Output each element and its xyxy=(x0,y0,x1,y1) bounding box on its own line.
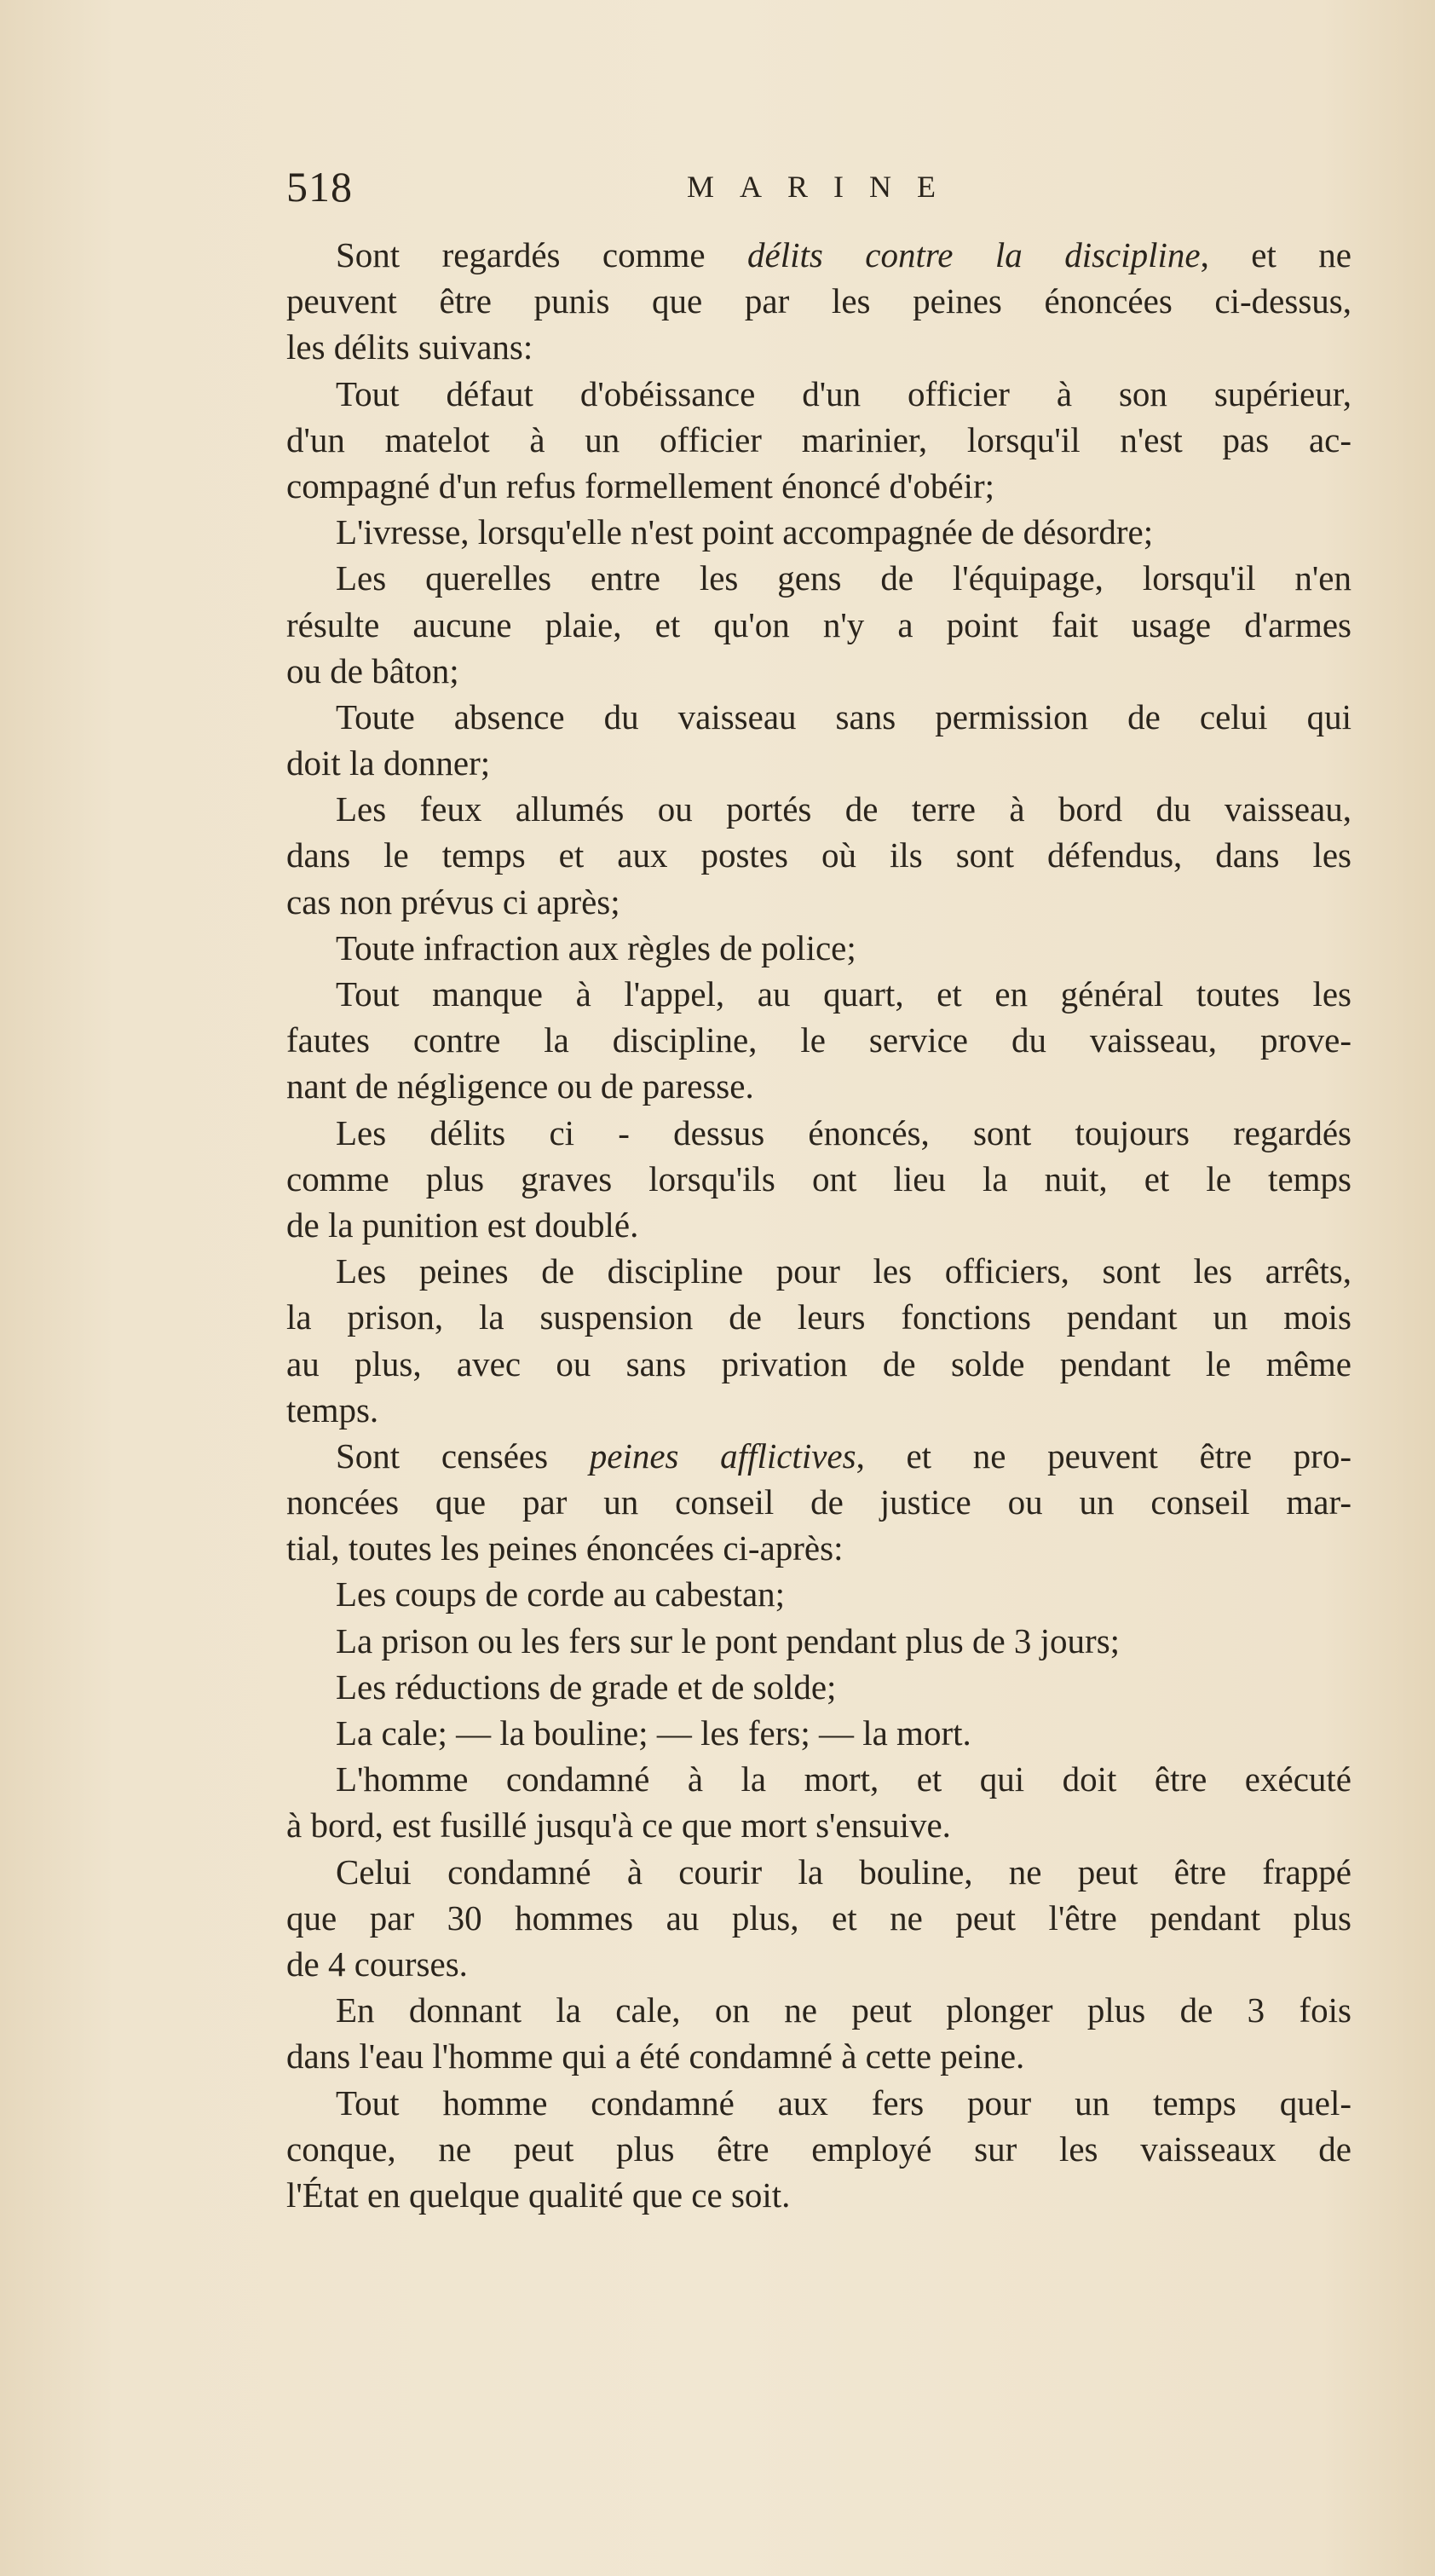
text-run: Toute absence du vaisseau sans permission de celui qui xyxy=(336,696,1351,736)
paragraph xyxy=(286,509,1351,555)
text-line xyxy=(286,1156,1351,1202)
paragraph xyxy=(286,555,1351,694)
text-line xyxy=(286,1294,1351,1340)
paragraph xyxy=(286,2080,1351,2219)
text-run: comme plus graves lorsqu'ils ont lieu la nuit, et le temps xyxy=(286,1158,1351,1198)
text-line xyxy=(286,648,1351,694)
text-line xyxy=(286,2172,1351,2218)
paragraph xyxy=(286,971,1351,1110)
text-line xyxy=(286,463,1351,509)
text-run: les délits suivans: xyxy=(286,327,533,367)
text-line xyxy=(286,925,1351,971)
text-line xyxy=(286,1941,1351,1987)
text-line xyxy=(286,232,1351,278)
text-run: tial, toutes les peines énoncées ci-après: xyxy=(286,1528,844,1568)
paragraph xyxy=(286,694,1351,786)
body-text xyxy=(286,232,1351,2218)
text-line xyxy=(286,1248,1351,1294)
text-line xyxy=(286,1202,1351,1248)
text-line xyxy=(286,1802,1351,1848)
text-run: L'homme condamné à la mort, et qui doit être exécuté xyxy=(336,1759,1351,1799)
text-line xyxy=(286,1895,1351,1941)
text-run: l'État en quelque qualité que ce soit. xyxy=(286,2175,791,2215)
text-run: Les querelles entre les gens de l'équipage, lorsqu'il n'en xyxy=(336,558,1351,598)
text-run: de la punition est doublé. xyxy=(286,1204,639,1245)
text-line xyxy=(286,1479,1351,1525)
paragraph xyxy=(286,371,1351,510)
text-line xyxy=(286,371,1351,417)
text-line xyxy=(286,1849,1351,1895)
paragraph xyxy=(286,232,1351,371)
text-line xyxy=(286,1387,1351,1433)
paragraph xyxy=(286,1987,1351,2079)
text-run: Tout homme condamné aux fers pour un temps quel- xyxy=(336,2082,1351,2123)
text-run: la prison, la suspension de leurs fonctions pendant un mois xyxy=(286,1297,1351,1337)
text-line xyxy=(286,1987,1351,2033)
text-line xyxy=(286,786,1351,832)
text-run: Tout manque à l'appel, au quart, et en général toutes les xyxy=(336,974,1351,1014)
text-run: à bord, est fusillé jusqu'à ce que mort s'ensuive. xyxy=(286,1805,951,1845)
text-line xyxy=(286,1433,1351,1479)
text-run: Les peines de discipline pour les officiers, sont les arrêts, xyxy=(336,1251,1351,1291)
text-line xyxy=(286,1017,1351,1063)
page-header xyxy=(286,162,1149,222)
text-line xyxy=(286,1664,1351,1710)
text-run: Les coups de corde au cabestan; xyxy=(336,1574,786,1614)
text-run: que par 30 hommes au plus, et ne peut l'être pendant plus xyxy=(286,1897,1351,1938)
text-line xyxy=(286,879,1351,925)
text-run: au plus, avec ou sans privation de solde pendant le même xyxy=(286,1343,1351,1383)
text-line xyxy=(286,602,1351,648)
text-line xyxy=(286,1110,1351,1156)
paragraph xyxy=(286,1710,1351,1756)
text-run: doit la donner; xyxy=(286,743,491,783)
running-head: MARINE xyxy=(687,170,961,204)
text-run: fautes contre la discipline, le service du vaisseau, prove- xyxy=(286,1020,1351,1060)
text-run: dans l'eau l'homme qui a été condamné à cette peine. xyxy=(286,2036,1025,2076)
text-run: ou de bâton; xyxy=(286,650,459,690)
text-run: Sont censées xyxy=(336,1435,590,1476)
paragraph xyxy=(286,1618,1351,1664)
text-line xyxy=(286,1710,1351,1756)
text-run: , et ne xyxy=(1200,235,1352,274)
paragraph xyxy=(286,1571,1351,1617)
text-line xyxy=(286,278,1351,324)
text-run: compagné d'un refus formellement énoncé d'obéir; xyxy=(286,465,995,505)
page-number: 518 xyxy=(286,163,353,211)
text-run: temps. xyxy=(286,1389,379,1430)
text-run: noncées que par un conseil de justice ou un conseil mar- xyxy=(286,1482,1351,1522)
text-run: Les réductions de grade et de solde; xyxy=(336,1666,837,1707)
text-line xyxy=(286,509,1351,555)
text-run: nant de négligence ou de paresse. xyxy=(286,1066,754,1106)
text-run: L'ivresse, lorsqu'elle n'est point accompagnée de désordre; xyxy=(336,512,1154,552)
text-line xyxy=(286,1618,1351,1664)
text-line xyxy=(286,832,1351,878)
text-run: peuvent être punis que par les peines énoncées ci-dessus, xyxy=(286,281,1351,321)
text-run: Les feux allumés ou portés de terre à bord du vaisseau, xyxy=(336,789,1351,829)
text-line xyxy=(286,555,1351,601)
italic-text: délits contre la discipline xyxy=(747,235,1201,274)
text-line xyxy=(286,324,1351,370)
text-run: , et ne peuvent être pro- xyxy=(856,1435,1351,1476)
paragraph xyxy=(286,925,1351,971)
text-run: conque, ne peut plus être employé sur les vaisseaux de xyxy=(286,2128,1351,2169)
text-run: de 4 courses. xyxy=(286,1944,468,1984)
text-line xyxy=(286,2033,1351,2079)
paragraph xyxy=(286,1433,1351,1572)
text-run: Sont regardés comme xyxy=(336,235,747,274)
text-run: Toute infraction aux règles de police; xyxy=(336,927,856,967)
text-run: résulte aucune plaie, et qu'on n'y a point fait usage d'armes xyxy=(286,604,1351,644)
text-line xyxy=(286,2080,1351,2126)
paragraph xyxy=(286,1110,1351,1249)
italic-text: peines afflictives xyxy=(589,1435,856,1476)
text-run: La prison ou les fers sur le pont pendant plus de 3 jours; xyxy=(336,1620,1121,1661)
text-line xyxy=(286,417,1351,463)
paragraph xyxy=(286,1248,1351,1433)
text-line xyxy=(286,1571,1351,1617)
text-run: Les délits ci - dessus énoncés, sont toujours regardés xyxy=(336,1112,1351,1152)
text-run: d'un matelot à un officier marinier, lorsqu'il n'est pas ac- xyxy=(286,419,1351,459)
text-line xyxy=(286,1525,1351,1571)
text-line xyxy=(286,1341,1351,1387)
text-run: Tout défaut d'obéissance d'un officier à son supérieur, xyxy=(336,373,1351,413)
text-line xyxy=(286,1756,1351,1802)
text-line xyxy=(286,740,1351,786)
text-run: La cale; — la bouline; — les fers; — la mort. xyxy=(336,1713,971,1753)
paragraph xyxy=(286,1849,1351,1988)
text-line xyxy=(286,694,1351,740)
paragraph xyxy=(286,786,1351,925)
paragraph xyxy=(286,1664,1351,1710)
text-line xyxy=(286,971,1351,1017)
paragraph xyxy=(286,1756,1351,1848)
text-line xyxy=(286,1063,1351,1109)
text-run: Celui condamné à courir la bouline, ne peut être frappé xyxy=(336,1851,1351,1892)
text-run: cas non prévus ci après; xyxy=(286,881,620,921)
text-run: dans le temps et aux postes où ils sont défendus, dans les xyxy=(286,835,1351,875)
text-run: En donnant la cale, on ne peut plonger plus de 3 fois xyxy=(336,1990,1351,2030)
text-line xyxy=(286,2126,1351,2172)
